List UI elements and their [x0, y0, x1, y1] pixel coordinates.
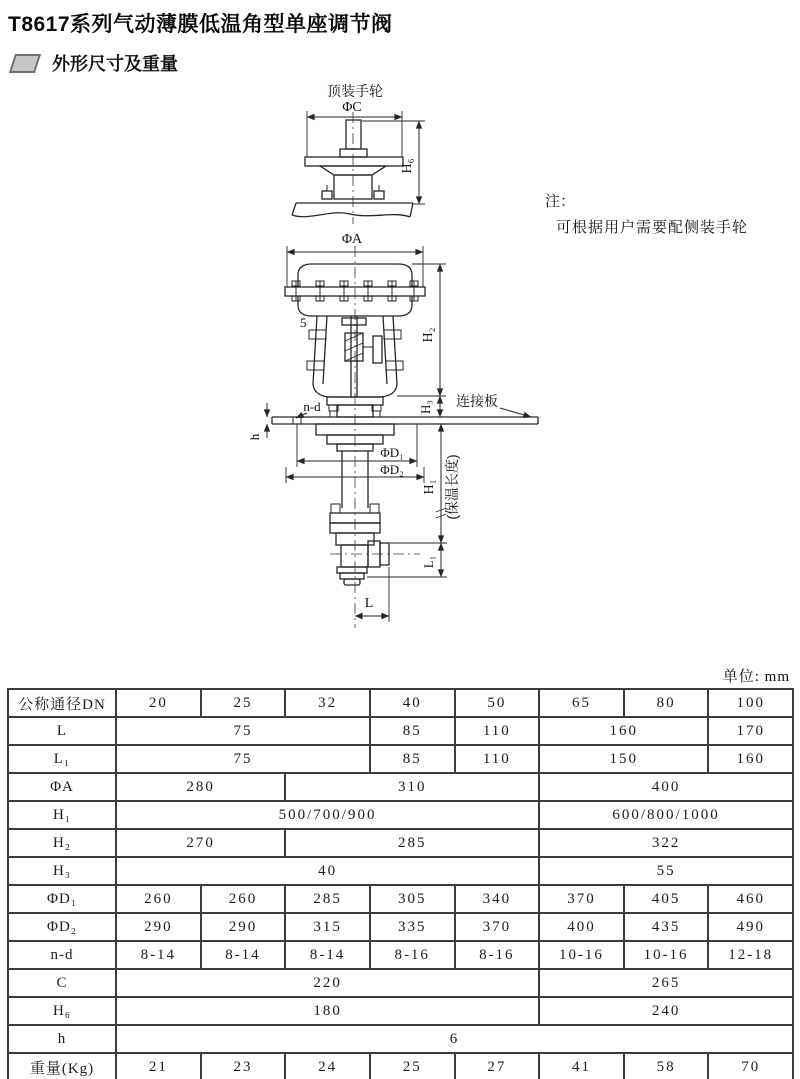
table-cell: 265 — [539, 969, 793, 997]
table-cell: 8-16 — [370, 941, 455, 969]
table-row — [8, 885, 793, 913]
table-cell: 21 — [116, 1053, 201, 1079]
table-cell: 58 — [624, 1053, 709, 1079]
table-cell: 490 — [708, 913, 793, 941]
dimension-table — [7, 688, 794, 1079]
table-cell: 20 — [116, 689, 201, 717]
table-cell: 100 — [708, 689, 793, 717]
table-cell: 110 — [455, 717, 540, 745]
table-cell: 335 — [370, 913, 455, 941]
insulation-length-label: (保温长度) — [444, 454, 460, 520]
handwheel-top-view — [292, 83, 425, 224]
dim-label-phi-a: ΦA — [341, 232, 363, 247]
table-cell: 150 — [539, 745, 708, 773]
dim-label-h3: H₃ — [418, 400, 433, 414]
table-cell: 180 — [116, 997, 539, 1025]
table-cell: 8-16 — [455, 941, 540, 969]
unit-label: 单位: mm — [722, 669, 790, 685]
table-cell: 400 — [539, 773, 793, 801]
table-cell: 290 — [116, 913, 201, 941]
table-cell: 10-16 — [624, 941, 709, 969]
table-cell: 500/700/900 — [116, 801, 539, 829]
dim-label-phi-d2: ΦD₂ — [380, 462, 404, 477]
table-header-row — [8, 689, 793, 717]
row-label: H₆ — [8, 997, 116, 1025]
table-cell: 12-18 — [708, 941, 793, 969]
row-label: ΦD₂ — [8, 913, 116, 941]
table-row — [8, 913, 793, 941]
table-row — [8, 745, 793, 773]
table-cell: 270 — [116, 829, 285, 857]
table-cell: 305 — [370, 885, 455, 913]
table-cell: 315 — [285, 913, 370, 941]
table-row — [8, 969, 793, 997]
table-cell: 405 — [624, 885, 709, 913]
table-cell: 370 — [455, 913, 540, 941]
callout-5: 5 — [300, 315, 307, 330]
dim-label-l: L — [364, 596, 374, 611]
table-row — [8, 857, 793, 885]
table-row — [8, 941, 793, 969]
dim-label-phi-d1: ΦD₁ — [380, 445, 404, 460]
table-cell: 310 — [285, 773, 539, 801]
handwheel-view-label: 顶装手轮 — [327, 83, 383, 99]
row-label: L₁ — [8, 745, 116, 773]
table-cell: 70 — [708, 1053, 793, 1079]
table-cell: 370 — [539, 885, 624, 913]
table-cell: 322 — [539, 829, 793, 857]
table-row — [8, 1053, 793, 1079]
table-cell: 290 — [201, 913, 286, 941]
section-title: 外形尺寸及重量 — [52, 54, 178, 74]
table-cell: 32 — [285, 689, 370, 717]
table-cell: 280 — [116, 773, 285, 801]
valve-body — [330, 504, 389, 585]
table-cell: 10-16 — [539, 941, 624, 969]
row-label: 重量(Kg) — [8, 1053, 116, 1079]
note-text: 可根据用户需要配侧装手轮 — [556, 219, 749, 236]
row-label: C — [8, 969, 116, 997]
table-cell: 6 — [116, 1025, 793, 1053]
row-label: H₃ — [8, 857, 116, 885]
dim-label-l1: L₁ — [421, 555, 436, 569]
table-row — [8, 1025, 793, 1053]
table-cell: 24 — [285, 1053, 370, 1079]
row-label: L — [8, 717, 116, 745]
row-label: H₁ — [8, 801, 116, 829]
table-cell: 160 — [708, 745, 793, 773]
table-row — [8, 801, 793, 829]
table-cell: 435 — [624, 913, 709, 941]
travel-scale — [373, 336, 382, 363]
table-cell: 220 — [116, 969, 539, 997]
table-cell: 75 — [116, 717, 370, 745]
table-cell: 240 — [539, 997, 793, 1025]
row-label: n-d — [8, 941, 116, 969]
note-prefix: 注： — [545, 193, 576, 210]
table-cell: 110 — [455, 745, 540, 773]
table-cell: 600/800/1000 — [539, 801, 793, 829]
table-cell: 25 — [201, 689, 286, 717]
dim-label-h6: H₆ — [400, 158, 415, 174]
connection-plate-label: 连接板 — [456, 393, 498, 409]
table-cell: 65 — [539, 689, 624, 717]
table-cell: 85 — [370, 717, 455, 745]
table-row — [8, 829, 793, 857]
dim-label-n-d: n-d — [303, 399, 321, 414]
table-cell: 55 — [539, 857, 793, 885]
table-cell: 80 — [624, 689, 709, 717]
table-cell: 285 — [285, 885, 370, 913]
table-cell: 340 — [455, 885, 540, 913]
table-cell: 8-14 — [201, 941, 286, 969]
table-row — [8, 717, 793, 745]
dim-label-h: h — [247, 433, 262, 441]
dim-label-h1: H₁ — [422, 479, 437, 495]
stem-assembly — [342, 316, 382, 397]
table-cell: 40 — [370, 689, 455, 717]
table-cell: 41 — [539, 1053, 624, 1079]
dim-label-phi-c: ΦC — [342, 100, 362, 115]
table-cell: 25 — [370, 1053, 455, 1079]
valve-main-view — [247, 232, 538, 628]
table-cell: 40 — [116, 857, 539, 885]
row-label: 公称通径DN — [8, 689, 116, 717]
table-cell: 8-14 — [285, 941, 370, 969]
table-cell: 160 — [539, 717, 708, 745]
table-row — [8, 997, 793, 1025]
table-cell: 260 — [201, 885, 286, 913]
table-cell: 75 — [116, 745, 370, 773]
row-label: ΦA — [8, 773, 116, 801]
table-cell: 170 — [708, 717, 793, 745]
table-cell: 260 — [116, 885, 201, 913]
table-row — [8, 773, 793, 801]
row-label: H₂ — [8, 829, 116, 857]
dim-label-h2: H₂ — [421, 327, 436, 343]
table-cell: 50 — [455, 689, 540, 717]
table-cell: 27 — [455, 1053, 540, 1079]
table-cell: 85 — [370, 745, 455, 773]
table-cell: 400 — [539, 913, 624, 941]
table-cell: 23 — [201, 1053, 286, 1079]
table-cell: 8-14 — [116, 941, 201, 969]
table-cell: 285 — [285, 829, 539, 857]
page-title: T8617系列气动薄膜低温角型单座调节阀 — [8, 13, 393, 36]
row-label: h — [8, 1025, 116, 1053]
row-label: ΦD₁ — [8, 885, 116, 913]
table-cell: 460 — [708, 885, 793, 913]
